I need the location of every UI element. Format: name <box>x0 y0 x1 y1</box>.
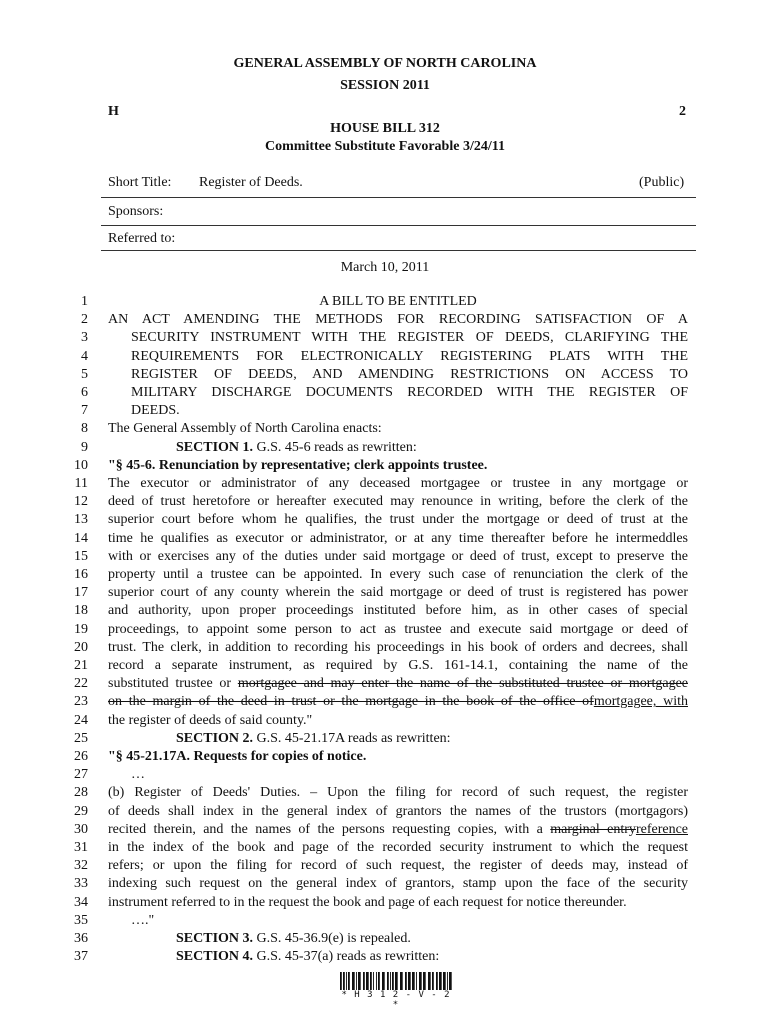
line-text <box>108 639 688 657</box>
line-number: 9 <box>81 439 88 455</box>
line-row <box>0 475 770 493</box>
line-number: 26 <box>74 749 88 764</box>
text-run: REGISTER OF DEEDS, AND AMENDING RESTRICTIONS ON ACCESS TO <box>131 366 688 382</box>
text-run: SECTION 4. <box>176 949 254 965</box>
line-text <box>108 657 688 675</box>
barcode-bar <box>373 972 374 992</box>
line-row <box>0 657 770 675</box>
line-number: 34 <box>74 894 88 910</box>
barcode-bar <box>395 972 398 992</box>
barcode-label: * H 3 1 2 - V - 2 * <box>336 990 456 1010</box>
text-run: SECTION 1. <box>176 439 254 455</box>
line-row <box>0 402 770 420</box>
line-row <box>0 511 770 529</box>
line-row <box>0 420 770 438</box>
line-row <box>0 530 770 548</box>
text-run: the register of deeds of said county." <box>108 712 313 728</box>
line-number: 4 <box>81 348 88 364</box>
line-number: 5 <box>81 366 88 382</box>
text-run: substituted trustee or <box>108 676 238 692</box>
line-text <box>108 493 688 511</box>
barcode-bar <box>428 972 431 992</box>
inserted-text: reference <box>635 821 688 837</box>
line-number: 24 <box>74 712 88 728</box>
line-row <box>0 548 770 566</box>
line-text <box>108 712 688 730</box>
barcode-bar <box>443 972 446 992</box>
barcode-bar <box>343 972 345 992</box>
line-text <box>108 803 688 821</box>
text-run: of deeds shall index in the general index of grantors the names of the trustors (mortgagors) <box>108 803 688 819</box>
text-run: … <box>131 767 145 783</box>
line-text <box>131 384 688 402</box>
text-run: The executor or administrator of any deceased mortgagee or trustee in any mortgage or <box>108 476 688 491</box>
barcode-bar <box>378 972 380 992</box>
line-number: 6 <box>81 385 88 400</box>
line-number: 16 <box>74 567 88 582</box>
barcode-bar <box>363 972 365 992</box>
line-text <box>108 693 688 711</box>
line-row <box>0 712 770 730</box>
referred-label: Referred to: <box>108 231 176 246</box>
barcode-bar <box>405 972 407 992</box>
text-run: proceedings, to appoint some person to act as trustee and execute said mortgage or deed of <box>108 621 688 637</box>
committee-substitute: Committee Substitute Favorable 3/24/11 <box>265 139 505 154</box>
line-number: 3 <box>81 330 88 346</box>
barcode-bar <box>449 972 452 992</box>
barcode-bar <box>340 972 342 992</box>
barcode-bar <box>439 972 442 992</box>
barcode-bar <box>432 972 434 992</box>
deleted-text: on the margin of the deed in trust or the mortgage in the book of the office of <box>108 694 594 710</box>
line-row <box>0 384 770 402</box>
line-text <box>131 366 688 384</box>
line-number: 36 <box>74 931 88 946</box>
deleted-text: marginal entry <box>550 821 636 837</box>
text-run: superior court before whom he qualifies, the trust under the mortgage or deed of trust at the <box>108 512 688 528</box>
line-text <box>176 930 688 948</box>
text-run: The General Assembly of North Carolina enacts: <box>108 421 382 437</box>
line-number: 2 <box>81 312 88 328</box>
barcode-bar <box>366 972 369 992</box>
line-number: 19 <box>74 621 88 637</box>
line-number: 1 <box>81 294 88 309</box>
text-run: refers; or upon the filing for record of such request, the register of deeds may, instead of <box>108 858 688 874</box>
barcode-bar <box>382 972 385 992</box>
introduced-date: March 10, 2011 <box>340 260 430 275</box>
line-number: 31 <box>74 840 88 855</box>
text-run: and authority, upon proper proceedings instituted before him, as in other cases of special <box>108 603 688 619</box>
line-text <box>108 821 688 839</box>
line-text <box>108 602 688 620</box>
line-text <box>108 420 688 438</box>
line-row <box>0 439 770 457</box>
line-text <box>108 548 688 566</box>
line-number: 33 <box>74 876 88 892</box>
line-row <box>0 675 770 693</box>
line-number: 10 <box>74 457 88 473</box>
line-row <box>0 639 770 657</box>
text-run: (b) Register of Deeds' Duties. – Upon the filing for record of such request, the register <box>108 785 688 801</box>
text-run: SECTION 3. <box>176 931 254 946</box>
text-run: superior court of any county wherein the said mortgage or deed of trust is registered has power <box>108 585 688 601</box>
barcode-bar <box>387 972 389 992</box>
line-row <box>0 457 770 475</box>
line-number: 32 <box>74 858 88 874</box>
line-number: 15 <box>74 548 88 564</box>
short-title-value: Register of Deeds. <box>199 175 303 190</box>
line-number: 21 <box>74 658 88 673</box>
line-row <box>0 784 770 802</box>
line-text <box>108 311 688 329</box>
text-run: time he qualifies as executor or administrator, or at any time thereafter before he intermeddles <box>108 530 688 546</box>
line-text <box>108 875 688 893</box>
short-title-label: Short Title: <box>108 175 172 190</box>
text-run: SECURITY INSTRUMENT WITH THE REGISTER OF DEEDS, CLARIFYING THE <box>131 330 688 346</box>
bill-number: HOUSE BILL 312 <box>330 121 440 136</box>
line-number: 22 <box>74 676 88 692</box>
text-run: …." <box>131 912 155 928</box>
line-row <box>0 366 770 384</box>
text-run: SECTION 2. <box>176 730 254 746</box>
line-number: 13 <box>74 512 88 528</box>
text-run: trust. The clerk, in addition to recording his proceedings in his book of orders and decrees, shall <box>108 639 688 655</box>
barcode-bar <box>412 972 415 992</box>
line-number: 25 <box>74 730 88 746</box>
barcode-bar <box>358 972 361 992</box>
text-run: "§ 45-6. Renunciation by representative; clerk appoints trustee. <box>108 457 488 473</box>
public-marker: (Public) <box>639 175 685 190</box>
line-row <box>0 566 770 584</box>
line-number: 35 <box>74 912 88 928</box>
line-row <box>0 348 770 366</box>
sponsors-label: Sponsors: <box>108 204 164 219</box>
line-number: 29 <box>74 803 88 819</box>
line-text <box>176 439 688 457</box>
text-run: AN ACT AMENDING THE METHODS FOR RECORDING SATISFACTION OF A <box>108 312 688 328</box>
text-run: property until a trustee can be appointed. In every such case of renunciation the clerk of the <box>108 567 688 582</box>
line-number: 28 <box>74 785 88 801</box>
line-row <box>0 493 770 511</box>
line-row <box>0 730 770 748</box>
line-row <box>0 930 770 948</box>
text-run: with or exercises any of the duties under said mortgage or deed of trust, except to preserve the <box>108 548 688 564</box>
barcode-bar <box>390 972 391 992</box>
line-number: 8 <box>81 421 88 437</box>
line-number: 7 <box>81 403 88 419</box>
text-run: G.S. 45-36.9(e) is repealed. <box>253 931 411 946</box>
line-text <box>131 766 688 784</box>
line-text <box>108 894 688 912</box>
line-row <box>0 293 770 311</box>
line-number: 12 <box>74 494 88 510</box>
line-text <box>131 402 688 420</box>
session-title: SESSION 2011 <box>340 78 430 93</box>
line-number: 30 <box>74 821 88 837</box>
line-row <box>0 584 770 602</box>
barcode-bar <box>346 972 347 992</box>
line-number: 14 <box>74 530 88 546</box>
line-row <box>0 693 770 711</box>
line-text <box>108 748 688 766</box>
barcode-bar <box>436 972 438 992</box>
line-text <box>176 948 688 966</box>
barcode-bar <box>356 972 357 992</box>
deleted-text: mortgagee and may enter the name of the substituted trustee or mortgagee <box>237 676 688 692</box>
line-text <box>108 675 688 693</box>
text-run: recited therein, and the names of the persons requesting copies, with a <box>108 821 551 837</box>
divider <box>101 250 696 251</box>
line-number: 27 <box>74 767 88 783</box>
line-text <box>176 730 688 748</box>
text-run: DEEDS. <box>131 403 180 419</box>
text-run: G.S. 45-6 reads as rewritten: <box>253 439 417 455</box>
barcode-bar <box>348 972 350 992</box>
line-row <box>0 329 770 347</box>
line-text <box>131 348 688 366</box>
inserted-text: mortgagee, with <box>593 694 688 710</box>
line-text <box>108 584 688 602</box>
line-row <box>0 821 770 839</box>
text-run: G.S. 45-21.17A reads as rewritten: <box>253 730 451 746</box>
line-row <box>0 857 770 875</box>
barcode-bar <box>408 972 411 992</box>
barcode-bar <box>352 972 355 992</box>
barcode-bar <box>419 972 422 992</box>
barcode-bar <box>423 972 426 992</box>
text-run: "§ 45-21.17A. Requests for copies of notice. <box>108 749 367 764</box>
line-text <box>131 912 688 930</box>
line-row <box>0 311 770 329</box>
text-run: record a separate instrument, as required by G.S. 161-14.1, containing the name of the <box>108 658 688 673</box>
text-run: MILITARY DISCHARGE DOCUMENTS RECORDED WITH THE REGISTER OF <box>131 385 688 400</box>
line-number: 37 <box>74 949 88 965</box>
line-text <box>108 457 688 475</box>
barcode-bar <box>370 972 372 992</box>
line-text <box>131 329 688 347</box>
divider <box>101 225 696 226</box>
text-run: A BILL TO BE ENTITLED <box>319 294 477 309</box>
line-number: 11 <box>74 476 88 491</box>
line-row <box>0 894 770 912</box>
barcode-bar <box>376 972 377 992</box>
text-run: in the index of the book and page of the recorded security instrument to which the request <box>108 840 688 855</box>
chamber-code: H <box>108 104 119 119</box>
line-text <box>108 475 688 493</box>
line-number: 20 <box>74 639 88 655</box>
line-row <box>0 803 770 821</box>
version-number: 2 <box>679 104 686 119</box>
barcode-bar <box>392 972 394 992</box>
line-number: 23 <box>74 694 88 710</box>
text-run: deed of trust heretofore or hereafter executed may renounce in writing, before the clerk of the <box>108 494 688 510</box>
barcode-bar <box>416 972 417 992</box>
line-row <box>0 912 770 930</box>
text-run: G.S. 45-37(a) reads as rewritten: <box>253 949 440 965</box>
line-row <box>0 748 770 766</box>
line-text <box>108 530 688 548</box>
line-text <box>108 293 688 311</box>
line-number: 17 <box>74 585 88 601</box>
line-row <box>0 948 770 966</box>
line-row <box>0 766 770 784</box>
line-text <box>108 839 688 857</box>
line-row <box>0 602 770 620</box>
line-row <box>0 875 770 893</box>
text-run: instrument referred to in the request the book and page of each request for notice thereunder. <box>108 894 627 910</box>
text-run: REQUIREMENTS FOR ELECTRONICALLY REGISTERING PLATS WITH THE <box>131 348 688 364</box>
line-text <box>108 784 688 802</box>
barcode-bar <box>400 972 403 992</box>
line-text <box>108 857 688 875</box>
line-text <box>108 621 688 639</box>
divider <box>101 197 696 198</box>
barcode-bar <box>447 972 448 992</box>
line-row <box>0 839 770 857</box>
line-text <box>108 511 688 529</box>
line-text <box>108 566 688 584</box>
text-run: indexing such request on the general index of grantors, stamp upon the face of the security <box>108 876 688 892</box>
assembly-title: GENERAL ASSEMBLY OF NORTH CAROLINA <box>233 56 537 71</box>
line-row <box>0 621 770 639</box>
line-number: 18 <box>74 603 88 619</box>
